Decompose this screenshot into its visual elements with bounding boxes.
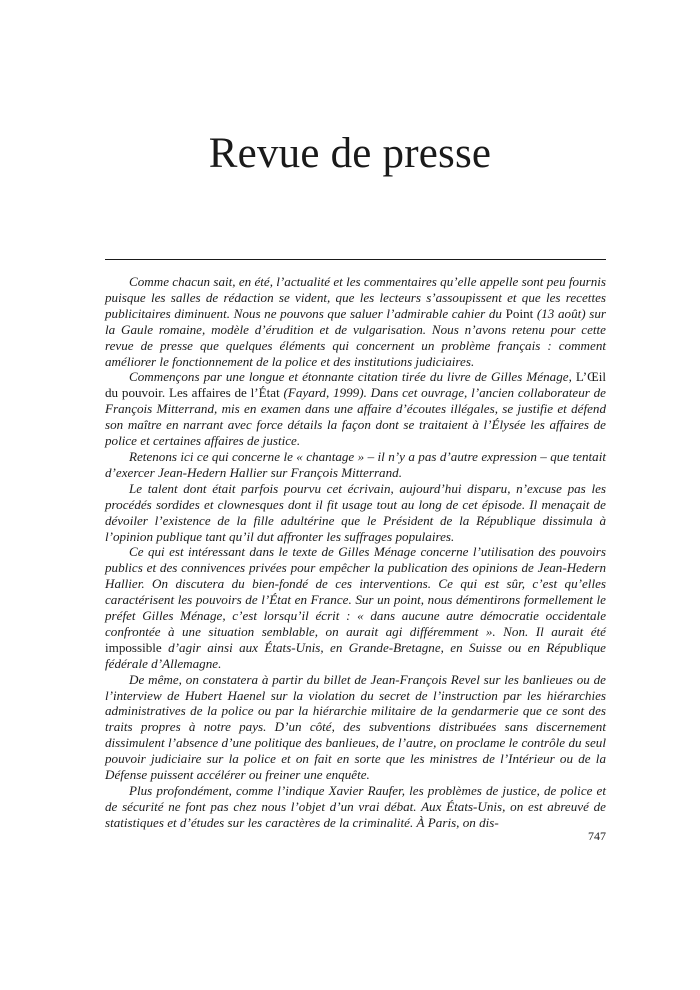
emphasis-word: impossible bbox=[105, 639, 162, 655]
paragraph-5: Ce qui est intéressant dans le texte de Gilles Ménage concerne l’utilisation des pouvoirs publics et des connivences privées pour empêcher la publication des opinions de Jean-Hedern Hallier. On discutera du bien-fondé de ces interventions. Ce qui est sûr, c’est qu’elles caractérisent les pouvoirs de l’État en France. Sur un point, nous démentirons formellement le préfet Gilles Ménage, c’est lorsqu’il écrit : « dans aucune autre démocratie occidentale confrontée à une situation semblable, on aurait agi différemment ». Non. Il aurait été impossible d’agir ainsi aux États-Unis, en Grande-Bretagne, en Suisse ou en République fédérale d’Allemagne. bbox=[105, 544, 606, 671]
page-title: Revue de presse bbox=[208, 130, 492, 177]
title-divider bbox=[105, 259, 606, 260]
page-number: 747 bbox=[588, 829, 606, 843]
article-body bbox=[105, 274, 606, 831]
publication-name: Point bbox=[505, 305, 534, 321]
paragraph-6: De même, on constatera à partir du billet de Jean-François Revel sur les banlieues ou de l’interview de Hubert Haenel sur la violation du secret de l’instruction par les hiérarchies administratives de la police ou par la hiérarchie militaire de la gendarmerie que ce sont des traits propres à notre pays. D’un côté, des subventions distribuées sans discernement dissimulent l’absence d’une politique des banlieues, de l’autre, on proclame le contrôle du seul pouvoir judiciaire sur la police et on fait en sorte que les ministres de l’Intérieur ou de la Défense puissent accélérer ou freiner une enquête. bbox=[105, 671, 606, 783]
paragraph-3: Retenons ici ce qui concerne le « chantage » – il n’y a pas d’autre expression – que tentait d’exercer Jean-Hedern Hallier sur François Mitterrand. bbox=[105, 448, 606, 480]
paragraph-4: Le talent dont était parfois pourvu cet écrivain, aujourd’hui disparu, n’excuse pas les procédés sordides et clownesques dont il fit usage tout au long de cet épisode. Il menaçait de dévoiler l’existence de la fille adultérine que le Président de la République dissimula à l’opinion publique tant qu’il dut affronter les suffrages populaires. bbox=[105, 480, 606, 544]
paragraph-7: Plus profondément, comme l’indique Xavier Raufer, les problèmes de justice, de police et de sécurité ne font pas chez nous l’objet d’un vrai débat. Aux États-Unis, on est abreuvé de statistiques et d’études sur les caractères de la criminalité. À Paris, on dis- bbox=[105, 783, 606, 830]
paragraph-2: Commençons par une longue et étonnante citation tirée du livre de Gilles Ménage, L’Œil du pouvoir. Les affaires de l’État (Fayard, 1999). Dans cet ouvrage, l’ancien collaborateur de François Mitterrand, mis en examen dans une affaire d’écoutes illégales, se justifie et défend son maître en narrant avec force détails la façon dont se traitaient à l’Élysée les affaires de police et certaines affaires de justice. bbox=[105, 369, 606, 449]
paragraph-1: Comme chacun sait, en été, l’actualité et les commentaires qu’elle appelle sont peu fournis puisque les salles de rédaction se vident, que les lecteurs s’assoupissent et que les recettes publicitaires diminuent. Nous ne pouvons que saluer l’admirable cahier du Point (13 août) sur la Gaule romaine, modèle d’érudition et de vulgarisation. Nous n’avons retenu pour cette revue de presse que quelques éléments qui concernent un problème français : comment améliorer le fonctionnement de la police et des institutions judiciaires. bbox=[105, 274, 606, 369]
book-title: L’Œil du pouvoir. Les affaires de l’État bbox=[105, 369, 606, 401]
